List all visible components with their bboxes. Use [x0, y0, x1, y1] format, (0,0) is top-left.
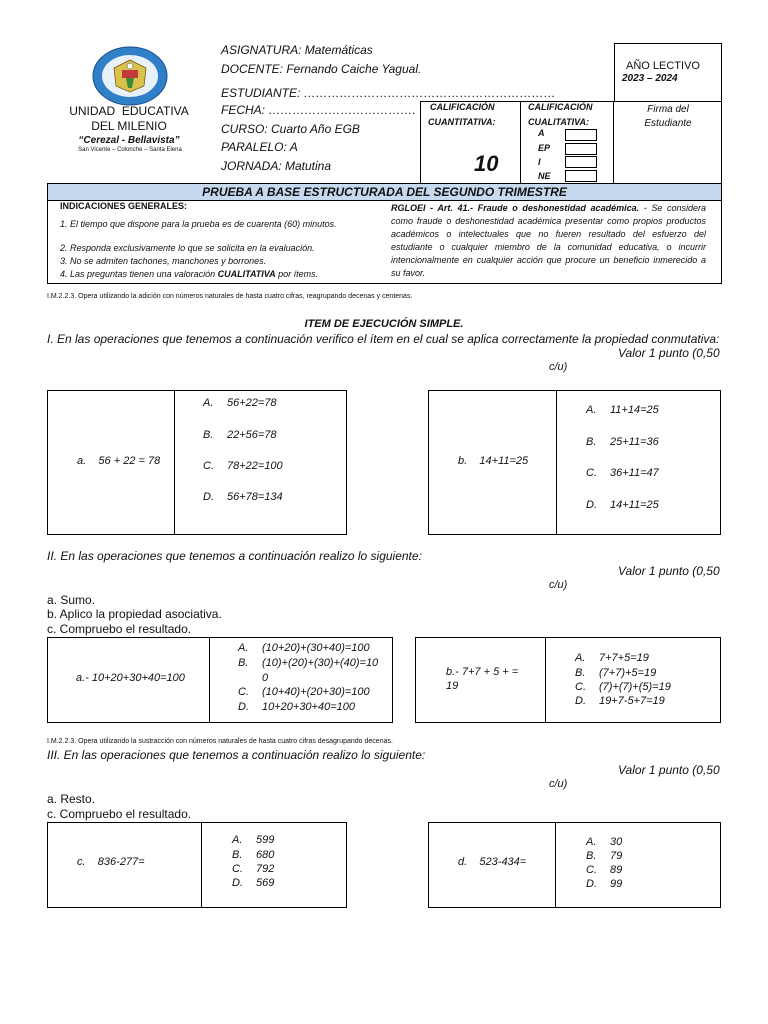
- jornada: JORNADA: Matutina: [221, 159, 332, 173]
- q3c-label: c.: [77, 856, 86, 868]
- indicator-1: I.M.2.2.3. Opera utilizando la adición con números naturales de hasta cuatro cifras, reagrupando decenas y centenas.: [47, 293, 413, 300]
- curso: CURSO: Cuarto Año EGB: [221, 122, 360, 136]
- q3c-option-c[interactable]: [232, 863, 274, 875]
- asignatura: ASIGNATURA: Matemáticas: [221, 43, 373, 57]
- cual-level-ne: NE: [538, 171, 551, 181]
- q2-value-1: Valor 1 punto (0,50: [618, 564, 720, 578]
- q1a-label: a.: [77, 455, 87, 467]
- q3d-expression: [458, 856, 526, 868]
- q2a-option-b-wrap: 0: [262, 672, 269, 684]
- paralelo: PARALELO: A: [221, 140, 298, 154]
- school-nickname: “Cerezal - Bellavista”: [78, 135, 180, 146]
- q1b-option-b[interactable]: [586, 436, 659, 448]
- q2b-option-d[interactable]: [575, 695, 665, 707]
- instruction-4-bold: CUALITATIVA: [217, 269, 276, 279]
- calif-cuant-value: 10: [474, 151, 499, 176]
- q1a-expression: [77, 455, 160, 467]
- q2-step-1: a. Sumo.: [47, 593, 96, 607]
- q2a-option-a[interactable]: [238, 642, 370, 654]
- q1b-option-a-text: 11+14=25: [610, 404, 659, 416]
- q3d-option-c[interactable]: [586, 864, 622, 876]
- q2a-option-d[interactable]: [238, 701, 355, 713]
- q2a-option-a-letter: A.: [238, 642, 249, 654]
- school-logo: [92, 46, 168, 106]
- q2a-option-b-letter: B.: [238, 657, 249, 669]
- calif-cual-label-2: CUALITATIVA:: [528, 117, 589, 127]
- q2a-option-d-letter: D.: [238, 701, 249, 713]
- q2-step-3: c. Compruebo el resultado.: [47, 622, 192, 636]
- q3c-option-b-text: 680: [256, 849, 275, 861]
- q2a-option-c-letter: C.: [238, 686, 249, 698]
- cual-box-i[interactable]: [565, 156, 597, 168]
- q3d-option-d-letter: D.: [586, 878, 597, 890]
- q2a-option-d-text: 10+20+30+40=100: [262, 701, 355, 713]
- estudiante-line: ESTUDIANTE: ………………………………………………………: [221, 86, 556, 100]
- q1b-option-d-text: 14+11=25: [610, 499, 659, 511]
- q3d-divider: [555, 822, 556, 908]
- q1a-divider: [174, 390, 175, 535]
- q1b-option-c[interactable]: [586, 467, 659, 479]
- q2b-option-b[interactable]: [575, 667, 656, 679]
- q3c-option-d-letter: D.: [232, 877, 243, 889]
- q2b-option-c-letter: C.: [575, 681, 586, 693]
- q3c-divider: [201, 822, 202, 908]
- indicator-2: I.M.2.2.3. Opera utilizando la sustracción con números naturales de hasta cuatro cifras desagrupando decenas.: [47, 738, 393, 745]
- q3c-option-b[interactable]: [232, 849, 274, 861]
- q2-step-2: b. Aplico la propiedad asociativa.: [47, 607, 222, 621]
- q3d-label: d.: [458, 856, 468, 868]
- q1-value-2: c/u): [549, 361, 568, 373]
- q1a-option-b-text: 22+56=78: [227, 429, 277, 441]
- q2b-option-b-text: (7+7)+5=19: [599, 667, 657, 679]
- q3c-expr: 836-277=: [97, 856, 145, 868]
- ano-lectivo-label: AÑO LECTIVO: [626, 60, 700, 72]
- q1b-option-c-letter: C.: [586, 467, 597, 479]
- q3-step-2: c. Compruebo el resultado.: [47, 807, 192, 821]
- q1a-option-c[interactable]: [203, 460, 283, 472]
- q3c-option-b-letter: B.: [232, 849, 243, 861]
- q2b-option-a-letter: A.: [575, 652, 586, 664]
- cual-box-ep[interactable]: [565, 143, 597, 155]
- q1a-option-c-text: 78+22=100: [227, 460, 283, 472]
- q1a-option-d-text: 56+78=134: [227, 491, 283, 503]
- q3-value-2: c/u): [549, 778, 568, 790]
- q2b-option-a-text: 7+7+5=19: [599, 652, 649, 664]
- q1b-option-a-letter: A.: [586, 404, 597, 416]
- q2b-option-a[interactable]: [575, 652, 649, 664]
- cual-box-ne[interactable]: [565, 170, 597, 182]
- q1a-option-a[interactable]: [203, 397, 277, 409]
- school-name-line2: DEL MILENIO: [91, 119, 167, 133]
- q1b-divider: [556, 390, 557, 535]
- q1a-option-b[interactable]: [203, 429, 277, 441]
- q1b-option-d[interactable]: [586, 499, 659, 511]
- q1-prompt: I. En las operaciones que tenemos a continuación verifico el ítem en el cual se aplica correctamente la propiedad conmutativa:: [47, 332, 720, 346]
- q2a-divider: [209, 637, 210, 723]
- cual-level-ep: EP: [538, 143, 551, 153]
- q1a-option-d-letter: D.: [203, 491, 214, 503]
- q2b-option-c[interactable]: [575, 681, 671, 693]
- q2a-option-b[interactable]: [238, 657, 378, 669]
- q3-prompt: III. En las operaciones que tenemos a continuación realizo lo siguiente:: [47, 748, 426, 762]
- fecha: FECHA: ……………………………….: [221, 103, 416, 117]
- calif-cuant-label-2: CUANTITATIVA:: [428, 117, 496, 127]
- q3-value-1: Valor 1 punto (0,50: [618, 763, 720, 777]
- q3d-option-b[interactable]: [586, 850, 622, 862]
- firma-label-2: Estudiante: [644, 118, 692, 129]
- q1b-option-b-text: 25+11=36: [610, 436, 659, 448]
- q3d-option-b-text: 79: [610, 850, 623, 862]
- instruction-3: 3. No se admiten tachones, manchones y borrones.: [60, 256, 267, 266]
- q2b-expression-1: b.- 7+7 + 5 + =: [446, 666, 519, 678]
- q3d-option-a-letter: A.: [586, 836, 597, 848]
- q1a-option-c-letter: C.: [203, 460, 214, 472]
- instruction-4-pre: 4. Las preguntas tienen una valoración: [60, 269, 218, 279]
- exam-title: PRUEBA A BASE ESTRUCTURADA DEL SEGUNDO TRIMESTRE: [202, 185, 567, 199]
- q3d-option-c-letter: C.: [586, 864, 597, 876]
- q1b-expression: [458, 455, 528, 467]
- q3d-expr: 523-434=: [479, 856, 527, 868]
- ano-lectivo-value: 2023 – 2024: [622, 73, 678, 84]
- q2b-box: [415, 637, 721, 723]
- q3d-option-d-text: 99: [610, 878, 623, 890]
- q2b-option-d-text: 19+7-5+7=19: [599, 695, 665, 707]
- instruction-1: 1. El tiempo que dispone para la prueba es de cuarenta (60) minutos.: [60, 219, 337, 229]
- q3c-option-d-text: 569: [256, 877, 275, 889]
- q3c-expression: [77, 856, 145, 868]
- instructions-title: INDICACIONES GENERALES:: [60, 201, 188, 211]
- section-title: ITEM DE EJECUCIÓN SIMPLE.: [304, 318, 464, 330]
- school-location: San Vicente – Colonche – Santa Elena: [78, 147, 182, 153]
- q1b-label: b.: [458, 455, 468, 467]
- q1a-expr: 56 + 22 = 78: [98, 455, 161, 467]
- q1a-option-d[interactable]: [203, 491, 283, 503]
- q1b-expr: 14+11=25: [479, 455, 529, 467]
- rgloei-paragraph: [391, 202, 706, 280]
- calif-cuant-label-1: CALIFICACIÓN: [430, 102, 495, 112]
- school-name-line1: UNIDAD EDUCATIVA: [69, 104, 189, 118]
- q2a-option-a-text: (10+20)+(30+40)=100: [262, 642, 370, 654]
- q2b-option-d-letter: D.: [575, 695, 586, 707]
- instruction-4-post: por ítems.: [275, 269, 319, 279]
- q2a-option-b-text: (10)+(20)+(30)+(40)=10: [262, 657, 379, 669]
- q2b-expression-2: 19: [446, 680, 459, 692]
- q2-value-2: c/u): [549, 579, 568, 591]
- q2a-option-c[interactable]: [238, 686, 370, 698]
- q1a-option-b-letter: B.: [203, 429, 214, 441]
- q3d-option-a[interactable]: [586, 836, 622, 848]
- q2b-option-b-letter: B.: [575, 667, 586, 679]
- q1b-option-d-letter: D.: [586, 499, 597, 511]
- q3c-option-a-text: 599: [256, 834, 275, 846]
- q1b-option-c-text: 36+11=47: [610, 467, 659, 479]
- q2a-option-c-text: (10+40)+(20+30)=100: [262, 686, 370, 698]
- q3c-option-a[interactable]: [232, 834, 274, 846]
- q1b-option-a[interactable]: [586, 404, 659, 416]
- q1b-option-b-letter: B.: [586, 436, 597, 448]
- q3d-option-a-text: 30: [610, 836, 623, 848]
- q2b-option-c-text: (7)+(7)+(5)=19: [599, 681, 671, 693]
- grid-divider-1: [520, 101, 521, 184]
- q1a-option-a-text: 56+22=78: [227, 397, 277, 409]
- q3c-option-d[interactable]: [232, 877, 274, 889]
- cual-level-i: I: [538, 157, 541, 167]
- calif-cual-label-1: CALIFICACIÓN: [528, 102, 593, 112]
- q3c-option-c-text: 792: [256, 863, 275, 875]
- instruction-2: 2. Responda exclusivamente lo que se solicita en la evaluación.: [60, 243, 315, 253]
- q2-prompt: II. En las operaciones que tenemos a continuación realizo lo siguiente:: [47, 549, 422, 563]
- q3c-option-a-letter: A.: [232, 834, 243, 846]
- q3d-option-c-text: 89: [610, 864, 623, 876]
- q3-step-1: a. Resto.: [47, 792, 96, 806]
- cual-level-a: A: [538, 128, 545, 138]
- cual-box-a[interactable]: [565, 129, 597, 141]
- q3d-option-d[interactable]: [586, 878, 622, 890]
- q2a-expression: a.- 10+20+30+40=100: [76, 672, 185, 684]
- q1-value-1: Valor 1 punto (0,50: [618, 346, 720, 360]
- rgloei-title: RGLOEI - Art. 41.- Fraude o deshonestidad académica.: [391, 203, 640, 213]
- q3c-option-c-letter: C.: [232, 863, 243, 875]
- rgloei-text: - Se considera como fraude o deshonestidad académica presentar como propios productos académicos o intelectuales que no fueren resultado del esfuerzo del estudiante o cualquier miembro de la comunidad educativa, o incurrir intencionalmente en cualquier acción que procure un beneficio inmerecido a su favor.: [391, 203, 706, 278]
- docente: DOCENTE: Fernando Caiche Yagual.: [221, 62, 422, 76]
- q2b-divider: [545, 637, 546, 723]
- q3d-option-b-letter: B.: [586, 850, 597, 862]
- firma-label-1: Firma del: [647, 104, 689, 115]
- q1a-option-a-letter: A.: [203, 397, 214, 409]
- instruction-4: [60, 269, 318, 279]
